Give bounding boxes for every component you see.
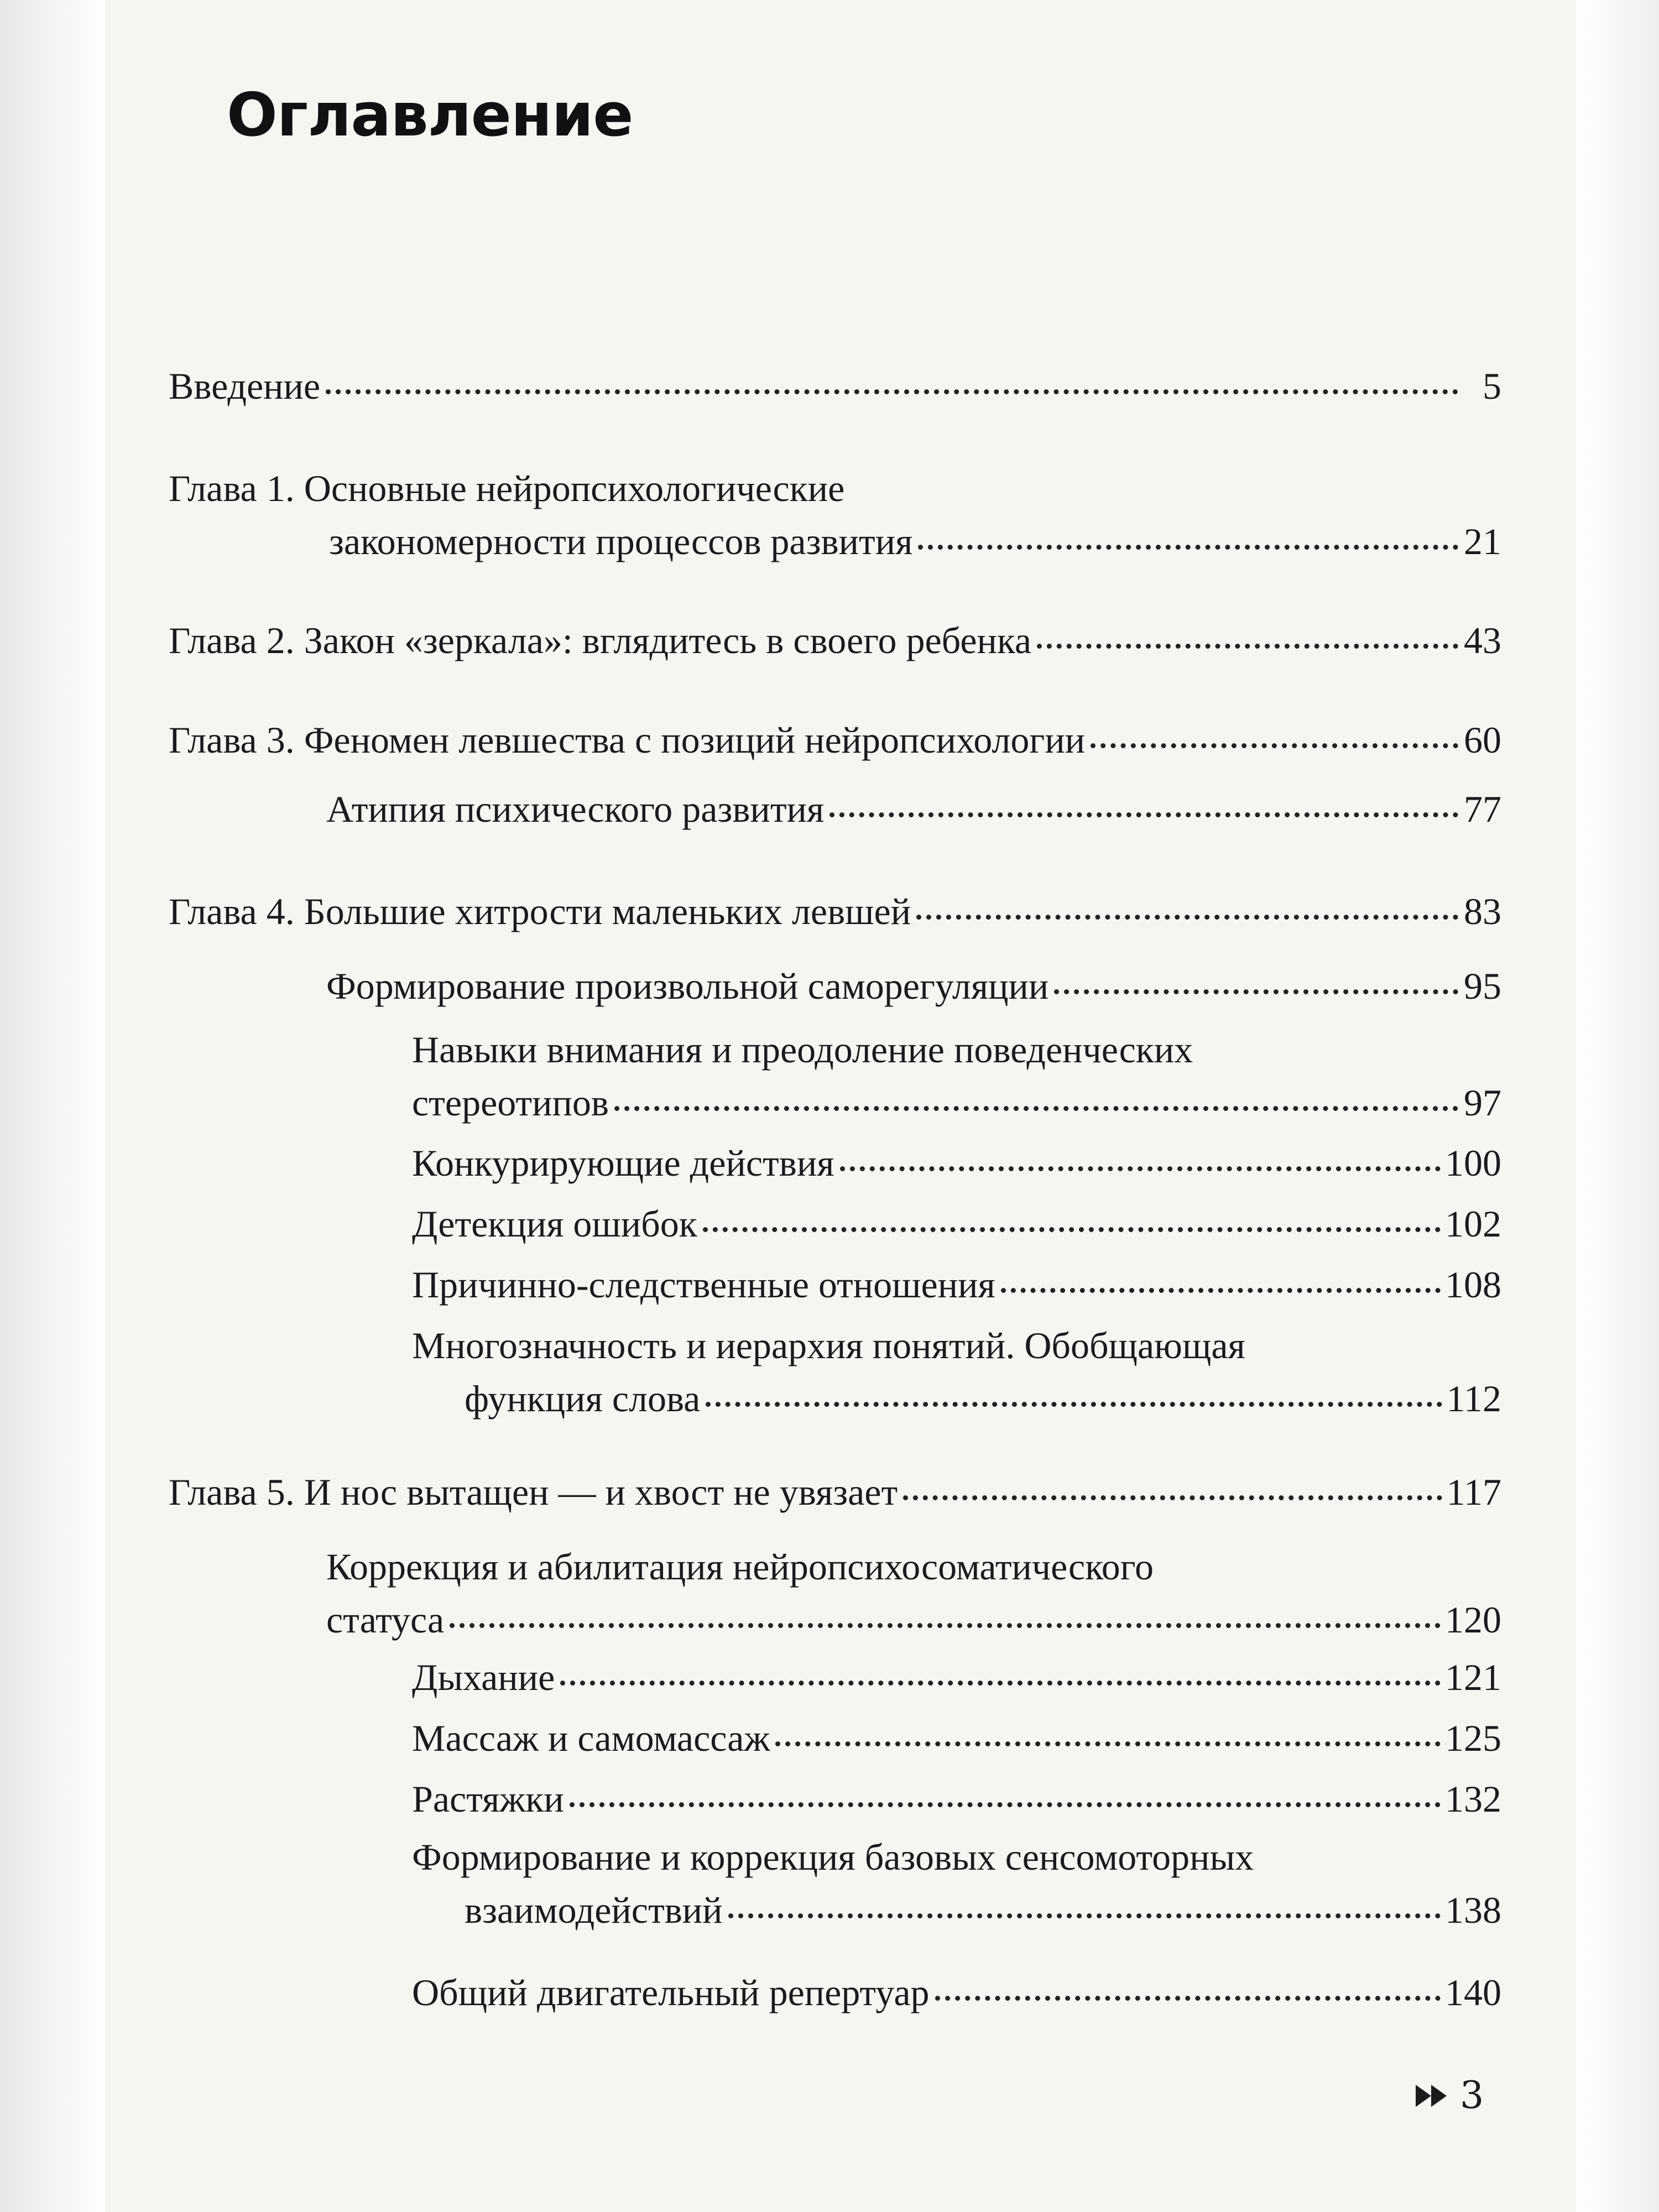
toc-leader-dots xyxy=(830,806,1458,817)
toc-page-number: 112 xyxy=(1446,1378,1501,1420)
toc-entry-subsection xyxy=(412,1136,1501,1190)
toc-leader-dots xyxy=(903,1489,1442,1500)
toc-entry-subsection xyxy=(412,1966,1501,2019)
toc-page-number: 121 xyxy=(1445,1656,1501,1698)
toc-page-number: 21 xyxy=(1464,520,1501,562)
toc-entry-chapter-3 xyxy=(169,713,1501,766)
toc-leader-dots xyxy=(840,1160,1441,1171)
toc-leader-dots xyxy=(1054,983,1458,994)
toc-leader-dots xyxy=(1091,737,1458,748)
table-of-contents xyxy=(169,359,1501,2018)
toc-entry-title: Коррекция и абилитация нейропсихосоматического xyxy=(326,1546,1154,1588)
toc-page-number: 102 xyxy=(1445,1203,1501,1245)
toc-entry-title-continued: статуса xyxy=(326,1599,445,1641)
toc-page-number: 125 xyxy=(1445,1717,1501,1759)
page-number: 3 xyxy=(1460,2074,1484,2117)
toc-entry-introduction xyxy=(169,359,1501,413)
toc-entry-title: Глава 3. Феномен левшества с позиций нейропсихологии xyxy=(169,719,1086,761)
toc-entry-subsection xyxy=(412,1319,1501,1425)
toc-entry-title: Многозначность и иерархия понятий. Обобщающая xyxy=(412,1324,1245,1366)
toc-page-number: 140 xyxy=(1445,1971,1501,2013)
toc-entry-title: Конкурирующие действия xyxy=(412,1142,834,1184)
toc-entry-title: Растяжки xyxy=(412,1778,564,1820)
toc-entry-title: Глава 2. Закон «зеркала»: вглядитесь в своего ребенка xyxy=(169,619,1032,661)
toc-entry-chapter-2 xyxy=(169,614,1501,667)
toc-entry-subsection xyxy=(412,1197,1501,1250)
toc-page-number: 108 xyxy=(1445,1264,1501,1306)
toc-page-number: 97 xyxy=(1464,1082,1501,1124)
toc-entry-title: Детекция ошибок xyxy=(412,1203,697,1245)
toc-entry-chapter-4 xyxy=(169,885,1501,938)
toc-entry-subsection xyxy=(412,1830,1501,1937)
toc-leader-dots xyxy=(560,1674,1441,1686)
toc-entry-title-continued: закономерности процессов развития xyxy=(329,520,913,562)
toc-leader-dots xyxy=(450,1616,1441,1628)
toc-entry-title-continued: взаимодействий xyxy=(465,1889,723,1931)
page-left-shadow xyxy=(0,0,105,2212)
toc-entry-title: Массаж и самомассаж xyxy=(412,1717,770,1759)
toc-entry-title-continued: стереотипов xyxy=(412,1082,609,1124)
toc-page-number: 95 xyxy=(1464,965,1501,1007)
toc-leader-dots xyxy=(326,383,1458,394)
toc-leader-dots xyxy=(614,1099,1458,1111)
toc-leader-dots xyxy=(916,908,1458,920)
toc-entry-subsection xyxy=(412,1023,1501,1129)
page-footer xyxy=(1416,2074,1484,2118)
toc-entry-chapter-1 xyxy=(169,462,1501,568)
toc-page-number: 100 xyxy=(1445,1142,1501,1184)
toc-entry-title: Причинно-следственные отношения xyxy=(412,1264,995,1306)
toc-entry-chapter-5 xyxy=(169,1465,1501,1519)
double-triangle-icon xyxy=(1416,2085,1449,2107)
toc-entry-title: Дыхание xyxy=(412,1656,555,1698)
toc-leader-dots xyxy=(1001,1281,1441,1293)
toc-leader-dots xyxy=(775,1735,1441,1746)
toc-entry-subsection xyxy=(412,1712,1501,1765)
toc-page-number: 120 xyxy=(1445,1599,1501,1641)
toc-entry-title: Формирование и коррекция базовых сенсомоторных xyxy=(412,1836,1254,1878)
toc-page-number: 5 xyxy=(1483,365,1501,407)
toc-page-number: 117 xyxy=(1446,1471,1501,1513)
toc-entry-title: Глава 1. Основные нейропсихологические xyxy=(169,467,845,509)
toc-leader-dots xyxy=(703,1220,1441,1232)
toc-leader-dots xyxy=(706,1395,1442,1407)
toc-entry-section xyxy=(326,959,1501,1013)
toc-page-number: 132 xyxy=(1445,1778,1501,1820)
toc-entry-section xyxy=(326,782,1501,836)
toc-leader-dots xyxy=(918,538,1458,550)
toc-page-number: 43 xyxy=(1464,619,1501,661)
page-right-shadow xyxy=(1576,0,1659,2212)
toc-page-number: 60 xyxy=(1464,719,1501,761)
toc-entry-title: Навыки внимания и преодоление поведенческих xyxy=(412,1029,1193,1071)
toc-leader-dots xyxy=(570,1796,1441,1807)
toc-entry-title: Атипия психического развития xyxy=(326,788,825,830)
toc-leader-dots xyxy=(1037,637,1458,649)
toc-entry-title: Общий двигательный репертуар xyxy=(412,1971,930,2013)
toc-entry-title: Формирование произвольной саморегуляции xyxy=(326,965,1049,1007)
toc-entry-title: Глава 5. И нос вытащен — и хвост не увязает xyxy=(169,1471,898,1513)
toc-entry-subsection xyxy=(412,1258,1501,1311)
toc-entry-title-continued: функция слова xyxy=(465,1378,701,1420)
toc-entry-subsection xyxy=(412,1651,1501,1704)
toc-entry-title: Введение xyxy=(169,365,321,407)
toc-page-number: 77 xyxy=(1464,788,1501,830)
page-title: Оглавление xyxy=(227,81,633,150)
toc-entry-section xyxy=(326,1540,1501,1646)
toc-entry-subsection xyxy=(412,1772,1501,1825)
toc-leader-dots xyxy=(935,1989,1441,2001)
toc-entry-title: Глава 4. Большие хитрости маленьких левшей xyxy=(169,890,911,932)
toc-page-number: 138 xyxy=(1445,1889,1501,1931)
toc-page-number: 83 xyxy=(1464,890,1501,932)
toc-leader-dots xyxy=(728,1907,1441,1918)
